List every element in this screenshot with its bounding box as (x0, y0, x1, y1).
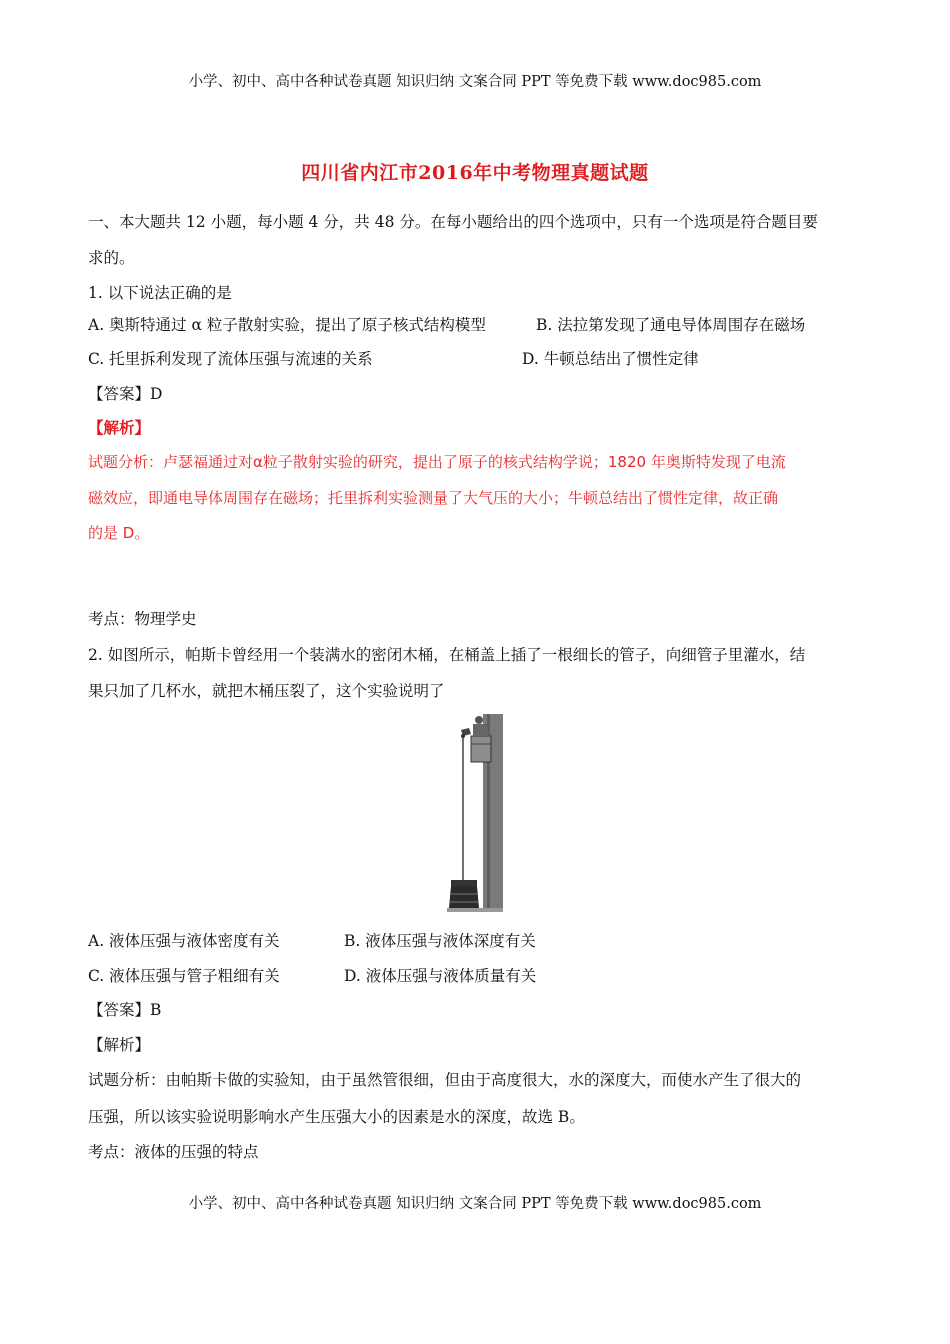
q2-option-c: C. 液体压强与管子粗细有关 (88, 967, 280, 985)
q2-stem-line1: 2. 如图所示，帕斯卡曾经用一个装满水的密闭木桶，在桶盖上插了一根细长的管子，向细管子里灌水，结 (88, 646, 806, 664)
page-footer: 小学、初中、高中各种试卷真题 知识归纳 文案合同 PPT 等免费下载 www.doc985.com (188, 1196, 762, 1212)
q1-option-c: C. 托里拆利发现了流体压强与流速的关系 (88, 350, 373, 368)
section-instruction-line2: 求的。 (88, 249, 135, 267)
q2-analysis-line1: 试题分析：由帕斯卡做的实验知，由于虽然管很细，但由于高度很大，水的深度大，而使水产生了很大的 (88, 1071, 802, 1089)
q1-option-b: B. 法拉第发现了通电导体周围存在磁场 (536, 316, 806, 334)
q1-analysis-line3: 的是 D。 (88, 524, 150, 542)
q2-answer: 【答案】B (88, 1001, 162, 1019)
q2-analysis-line2: 压强，所以该实验说明影响水产生压强大小的因素是水的深度，故选 B。 (88, 1108, 585, 1126)
q2-kaodian: 考点：液体的压强的特点 (88, 1143, 259, 1161)
q1-option-a: A. 奥斯特通过 α 粒子散射实验，提出了原子核式结构模型 (88, 316, 486, 334)
page-header: 小学、初中、高中各种试卷真题 知识归纳 文案合同 PPT 等免费下载 www.doc985.com (188, 74, 762, 90)
pascal-barrel-figure (447, 712, 503, 912)
q1-analysis-line2: 磁效应，即通电导体周围存在磁场；托里拆利实验测量了大气压的大小；牛顿总结出了惯性定律，故正确 (88, 489, 779, 507)
q1-answer: 【答案】D (88, 385, 163, 403)
q2-stem-line2: 果只加了几杯水，就把木桶压裂了，这个实验说明了 (88, 682, 445, 700)
page-title: 四川省内江市2016年中考物理真题试题 (301, 162, 649, 184)
q1-stem: 1. 以下说法正确的是 (88, 284, 232, 302)
q2-option-d: D. 液体压强与液体质量有关 (344, 967, 537, 985)
q2-option-b: B. 液体压强与液体深度有关 (344, 932, 536, 950)
q1-analysis-label: 【解析】 (88, 418, 151, 437)
q2-option-a: A. 液体压强与液体密度有关 (88, 932, 280, 950)
q1-kaodian: 考点：物理学史 (88, 610, 197, 628)
q1-option-d: D. 牛顿总结出了惯性定律 (522, 350, 699, 368)
q1-analysis-line1: 试题分析：卢瑟福通过对α粒子散射实验的研究，提出了原子的核式结构学说；1820 年奥斯特发现了电流 (88, 453, 786, 471)
q2-analysis-label: 【解析】 (88, 1036, 151, 1054)
section-instruction-line1: 一、本大题共 12 小题，每小题 4 分，共 48 分。在每小题给出的四个选项中，只有一个选项是符合题目要 (88, 213, 818, 231)
